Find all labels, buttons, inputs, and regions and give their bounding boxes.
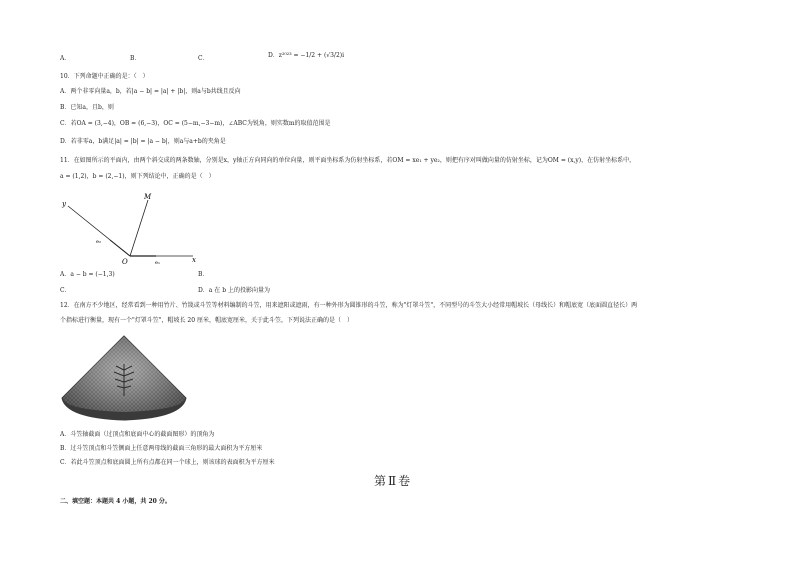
e1-label: e₁ bbox=[155, 260, 160, 266]
q10-option-c: C．若OA = (3,−4)，OB = (6,−3)，OC = (5−m,−3−m)，∠ABC为锐角，则实数m的取值范围是 bbox=[60, 120, 331, 127]
q9-option-a: A． bbox=[60, 55, 71, 62]
q9-option-c: C． bbox=[198, 55, 209, 62]
q9-option-d: D．z²⁰²³ = −1/2 + (√3/2)i bbox=[268, 52, 345, 59]
q12-option-b: B．过斗笠顶点和斗笠侧面上任意两母线的截面三角形的最大面积为平方厘米 bbox=[60, 445, 263, 452]
q9-option-b: B． bbox=[130, 55, 141, 62]
section-title: 第Ⅱ卷 bbox=[374, 474, 413, 488]
y-axis-label: y bbox=[62, 200, 66, 208]
q11-option-a: A．a − b = (−1,3) bbox=[60, 271, 115, 278]
q11-stem-line1: 11．在如图所示的平面内，由两个斜交成的两条数轴，分别是x，y轴正方向同向的单位向量，则平面坐标系为仿射坐标系，若OM = xe₁ + ye₂，则把有序对叫做向量的仿射坐标，记为OM = (x,y)，在仿射坐标系中， bbox=[60, 157, 636, 164]
e2-label: e₂ bbox=[96, 239, 101, 245]
x-axis-label: x bbox=[192, 256, 196, 264]
q12-stem-line1: 12．在南方不少地区，经常看到一种用竹片、竹篾或斗笠等材料编制的斗笠，用来遮阳或遮雨，有一种外形为圆锥形的斗笠，称为"灯罩斗笠"，不同型号的斗笠大小经常用帽坡长（母线长）和帽底宽（底面圆直径长）两 bbox=[60, 302, 638, 309]
q10-option-d: D．若非零a，b满足|a| = |b| = |a − b|，则a与a+b的夹角是 bbox=[60, 138, 226, 145]
q10-option-a: A．两个非零向量a，b，若|a − b| = |a| + |b|，则a与b共线且反向 bbox=[60, 88, 241, 95]
origin-label: O bbox=[122, 258, 128, 266]
e2-vector-line bbox=[110, 240, 130, 256]
q11-option-b: B． bbox=[198, 271, 209, 278]
q10-option-b: B．已知a，且b，则 bbox=[60, 104, 114, 111]
m-point-label: M bbox=[144, 193, 152, 201]
q12-stem-line2: 个指标进行衡量，现有一个"灯罩斗笠"，帽坡长 20 厘米，帽底宽厘米，关于此斗笠，下列说法正确的是（ ） bbox=[60, 317, 353, 324]
om-vector-line bbox=[130, 200, 148, 256]
bamboo-hat-image bbox=[60, 332, 188, 424]
affine-coordinate-figure bbox=[58, 190, 198, 266]
q11-stem-line2: a = (1,2)，b = (2,−1)，则下列结论中，正确的是（ ） bbox=[60, 173, 215, 180]
q12-option-c: C．若此斗笠顶点和底面圆上所有点都在同一个球上，则该球的表面积为平方厘米 bbox=[60, 459, 275, 466]
q11-option-c: C． bbox=[60, 287, 71, 294]
q11-option-d: D．a 在 b 上的投影向量为 bbox=[198, 287, 270, 294]
fill-blank-heading: 二、填空题：本题共 4 小题，共 20 分。 bbox=[60, 498, 171, 505]
q10-stem: 10．下列命题中正确的是：（ ） bbox=[60, 73, 149, 80]
q12-option-a: A．斗笠轴截面（过顶点和底面中心的截面图形）的顶角为 bbox=[60, 431, 215, 438]
